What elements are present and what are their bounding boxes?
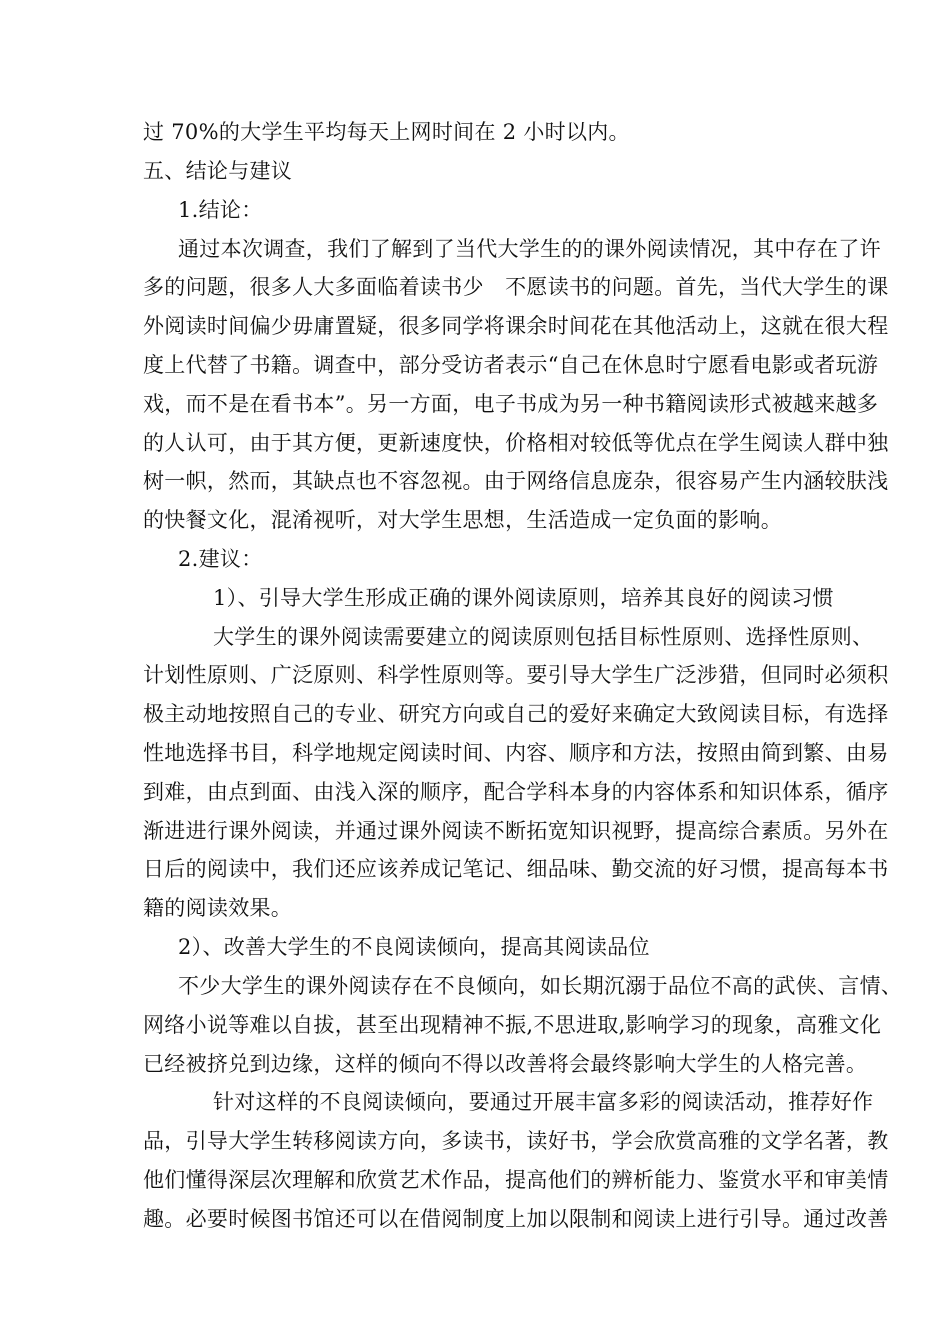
paragraph-line: 大学生的课外阅读需要建立的阅读原则包括目标性原则、选择性原则、 (213, 625, 874, 649)
paragraph-line: 他们懂得深层次理解和欣赏艺术作品，提高他们的辨析能力、鉴赏水平和审美情 (143, 1168, 889, 1192)
paragraph-line: 性地选择书目，科学地规定阅读时间、内容、顺序和方法，按照由简到繁、由易 (143, 741, 889, 765)
paragraph-line: 网络小说等难以自拔，甚至出现精神不振,不思进取,影响学习的现象，高雅文化 (143, 1013, 882, 1037)
paragraph-line: 籍的阅读效果。 (143, 896, 293, 920)
paragraph-line: 树一帜，然而，其缺点也不容忽视。由于网络信息庞杂，很容易产生内涵较肤浅 (143, 469, 889, 493)
paragraph-line: 外阅读时间偏少毋庸置疑，很多同学将课余时间花在其他活动上，这就在很大程 (143, 314, 889, 338)
section-heading: 五、结论与建议 (143, 159, 293, 183)
paragraph-line: 过 70%的大学生平均每天上网时间在 2 小时以内。 (143, 120, 630, 144)
paragraph-line: 日后的阅读中，我们还应该养成记笔记、细品味、勤交流的好习惯，提高每本书 (143, 857, 889, 881)
paragraph-line: 度上代替了书籍。调查中，部分受访者表示“自己在休息时宁愿看电影或者玩游 (143, 353, 879, 377)
subsection-heading: 1.结论： (178, 198, 263, 222)
paragraph-line: 通过本次调查，我们了解到了当代大学生的的课外阅读情况，其中存在了许 (178, 237, 881, 261)
paragraph-line: 计划性原则、广泛原则、科学性原则等。要引导大学生广泛涉猎，但同时必须积 (143, 663, 889, 687)
paragraph-line: 的快餐文化，混淆视听，对大学生思想，生活造成一定负面的影响。 (143, 508, 782, 532)
paragraph-line: 针对这样的不良阅读倾向，要通过开展丰富多彩的阅读活动，推荐好作 (213, 1090, 874, 1114)
paragraph-line: 不少大学生的课外阅读存在不良倾向，如长期沉溺于品位不高的武侠、言情、 (178, 974, 903, 998)
subsection-heading: 2.建议： (178, 547, 263, 571)
paragraph-line: 的人认可，由于其方便，更新速度快，价格相对较低等优点在学生阅读人群中独 (143, 431, 889, 455)
paragraph-line: 到难，由点到面、由浅入深的顺序，配合学科本身的内容体系和知识体系，循序 (143, 780, 889, 804)
paragraph-line: 戏，而不是在看书本”。另一方面，电子书成为另一种书籍阅读形式被越来越多 (143, 392, 879, 416)
list-item-heading: 1）、引导大学生形成正确的课外阅读原则，培养其良好的阅读习惯 (213, 586, 834, 610)
paragraph-line: 渐进进行课外阅读，并通过课外阅读不断拓宽知识视野，提高综合素质。另外在 (143, 819, 889, 843)
paragraph-line: 品，引导大学生转移阅读方向，多读书，读好书，学会欣赏高雅的文学名著，教 (143, 1129, 889, 1153)
paragraph-line: 趣。必要时候图书馆还可以在借阅制度上加以限制和阅读上进行引导。通过改善 (143, 1207, 889, 1231)
paragraph-line: 已经被挤兑到边缘，这样的倾向不得以改善将会最终影响大学生的人格完善。 (143, 1052, 868, 1076)
paragraph-line: 极主动地按照自己的专业、研究方向或自己的爱好来确定大致阅读目标，有选择 (143, 702, 889, 726)
paragraph-line: 多的问题，很多人大多面临着读书少 不愿读书的问题。首先，当代大学生的课 (143, 275, 889, 299)
list-item-heading: 2）、改善大学生的不良阅读倾向，提高其阅读品位 (178, 935, 650, 959)
